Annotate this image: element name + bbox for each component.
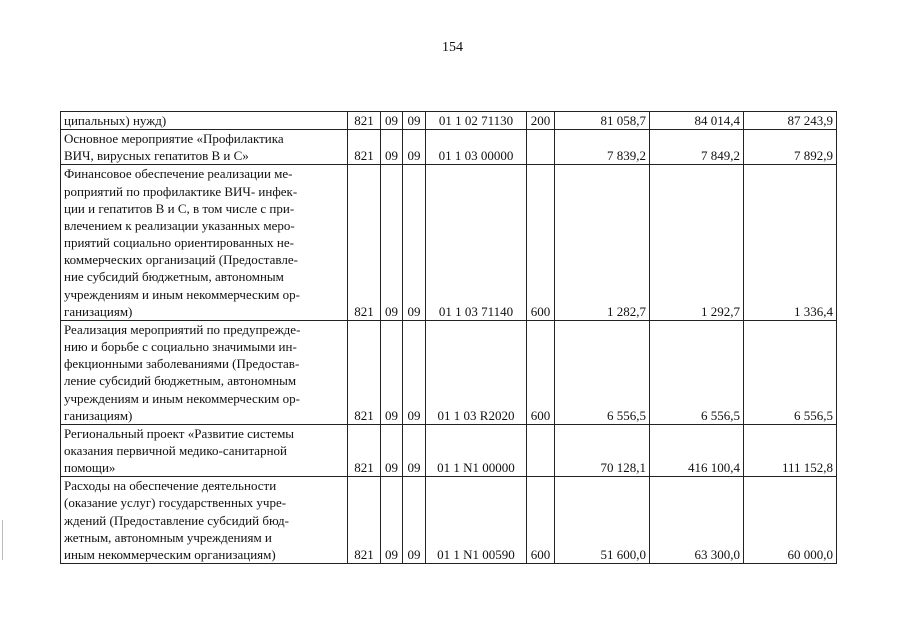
expense-name-line: ганизациям) — [64, 303, 133, 319]
amount-year-2: 1 292,7 — [650, 165, 744, 320]
ministry-code: 821 — [348, 130, 381, 165]
target-article-code: 01 1 03 R2020 — [426, 320, 527, 424]
expense-name-line: Реализация мероприятий по предупрежде- — [64, 321, 301, 337]
page-number: 154 — [442, 40, 463, 55]
expense-name-line: Финансовое обеспечение реализации ме- — [64, 166, 293, 182]
target-article-code: 01 1 03 71140 — [426, 165, 527, 320]
section-code: 09 — [381, 320, 403, 424]
expense-name-line: ление субсидий бюджетным, автономным — [64, 373, 297, 389]
ministry-code: 821 — [348, 112, 381, 130]
amount-year-1: 70 128,1 — [555, 424, 650, 476]
expense-type-code: 600 — [527, 165, 555, 320]
table-row — [61, 424, 837, 476]
scan-edge-mark — [2, 520, 3, 560]
expense-name-line: жетным, автономным учреждениям и — [64, 529, 272, 545]
target-article-code: 01 1 N1 00000 — [426, 424, 527, 476]
expense-name-line: фекционными заболеваниями (Предостав- — [64, 356, 300, 372]
ministry-code: 821 — [348, 477, 381, 564]
budget-table — [60, 111, 837, 564]
table-row — [61, 320, 837, 424]
amount-year-3: 1 336,4 — [744, 165, 837, 320]
table-row — [61, 477, 837, 564]
amount-year-2: 84 014,4 — [650, 112, 744, 130]
expense-name-line: ние субсидий бюджетным, автономным — [64, 269, 284, 285]
subsection-code: 09 — [403, 477, 426, 564]
expense-name-line: ВИЧ, вирусных гепатитов В и С» — [64, 148, 249, 164]
amount-year-2: 6 556,5 — [650, 320, 744, 424]
amount-year-1: 51 600,0 — [555, 477, 650, 564]
subsection-code: 09 — [403, 320, 426, 424]
table-row — [61, 130, 837, 165]
expense-type-code: 200 — [527, 112, 555, 130]
amount-year-1: 81 058,7 — [555, 112, 650, 130]
amount-year-1: 1 282,7 — [555, 165, 650, 320]
target-article-code: 01 1 02 71130 — [426, 112, 527, 130]
expense-name-cell — [61, 424, 348, 476]
expense-name-line: роприятий по профилактике ВИЧ- инфек- — [64, 183, 298, 199]
expense-name-line: учреждениям и иным некоммерческим ор- — [64, 286, 300, 302]
expense-name-cell — [61, 165, 348, 320]
section-code: 09 — [381, 165, 403, 320]
section-code: 09 — [381, 477, 403, 564]
subsection-code: 09 — [403, 165, 426, 320]
expense-name-line: нию и борьбе с социально значимыми ин- — [64, 339, 297, 355]
subsection-code: 09 — [403, 424, 426, 476]
expense-name-line: коммерческих организаций (Предоставле- — [64, 252, 298, 268]
amount-year-1: 7 839,2 — [555, 130, 650, 165]
expense-type-code — [527, 424, 555, 476]
ministry-code: 821 — [348, 424, 381, 476]
amount-year-2: 416 100,4 — [650, 424, 744, 476]
table-body — [61, 112, 837, 564]
expense-name-cell — [61, 130, 348, 165]
expense-type-code: 600 — [527, 477, 555, 564]
amount-year-1: 6 556,5 — [555, 320, 650, 424]
expense-name-line: ганизациям) — [64, 407, 133, 423]
amount-year-3: 111 152,8 — [744, 424, 837, 476]
expense-name-line: Региональный проект «Развитие системы — [64, 425, 295, 441]
amount-year-3: 6 556,5 — [744, 320, 837, 424]
subsection-code: 09 — [403, 112, 426, 130]
expense-name-line: Основное мероприятие «Профилактика — [64, 131, 284, 147]
table-row — [61, 112, 837, 130]
section-code: 09 — [381, 112, 403, 130]
expense-name-line: учреждениям и иным некоммерческим ор- — [64, 390, 300, 406]
section-code: 09 — [381, 130, 403, 165]
expense-name-line: (оказание услуг) государственных учре- — [64, 495, 287, 511]
amount-year-2: 7 849,2 — [650, 130, 744, 165]
expense-name-cell — [61, 112, 348, 130]
expense-name-line: влечением к реализации указанных меро- — [64, 217, 295, 233]
expense-name-line: оказания первичной медико-санитарной — [64, 442, 287, 458]
ministry-code: 821 — [348, 320, 381, 424]
target-article-code: 01 1 03 00000 — [426, 130, 527, 165]
subsection-code: 09 — [403, 130, 426, 165]
ministry-code: 821 — [348, 165, 381, 320]
expense-name-cell — [61, 477, 348, 564]
amount-year-3: 60 000,0 — [744, 477, 837, 564]
target-article-code: 01 1 N1 00590 — [426, 477, 527, 564]
section-code: 09 — [381, 424, 403, 476]
expense-name-line: Расходы на обеспечение деятельности — [64, 478, 277, 494]
table-row — [61, 165, 837, 320]
expense-type-code: 600 — [527, 320, 555, 424]
amount-year-3: 87 243,9 — [744, 112, 837, 130]
expense-name-line: помощи» — [64, 460, 116, 476]
amount-year-2: 63 300,0 — [650, 477, 744, 564]
expense-name-line: иным некоммерческим организациям) — [64, 546, 276, 562]
expense-name-cell — [61, 320, 348, 424]
expense-name-line: приятий социально ориентированных не- — [64, 235, 294, 251]
expense-name-line: ципальных) нужд) — [64, 113, 167, 128]
expense-name-line: ждений (Предоставление субсидий бюд- — [64, 512, 289, 528]
expense-type-code — [527, 130, 555, 165]
amount-year-3: 7 892,9 — [744, 130, 837, 165]
expense-name-line: ции и гепатитов В и С, в том числе с при- — [64, 200, 295, 216]
